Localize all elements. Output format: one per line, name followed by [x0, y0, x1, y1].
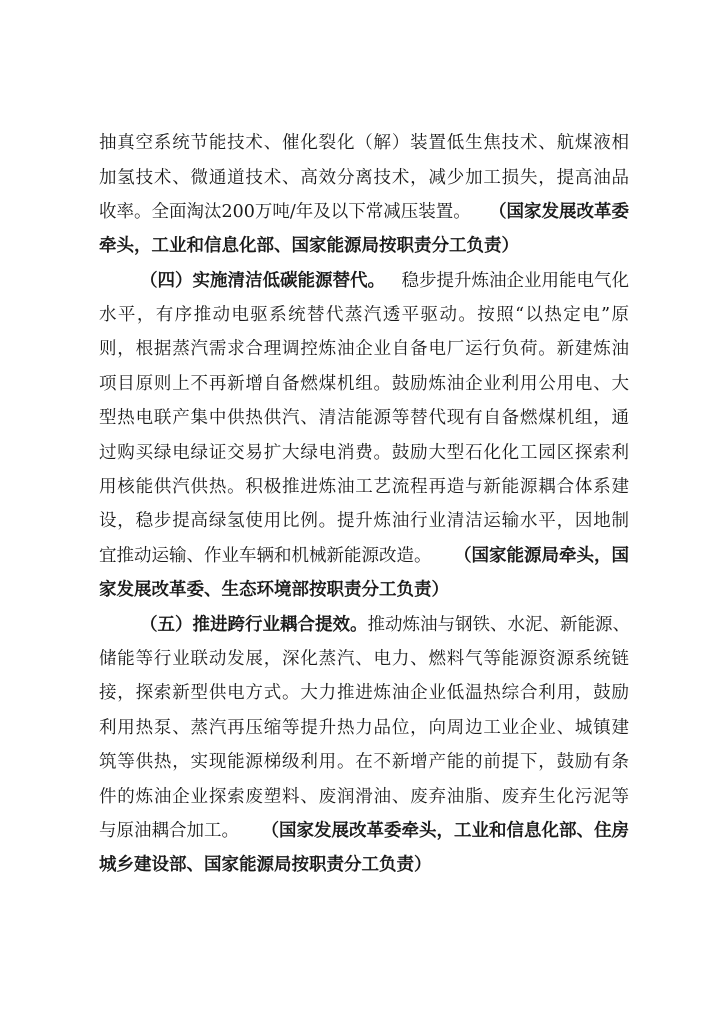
text-line: 设，稳步提高绿氢使用比例。提升炼油行业清洁运输水平，因地制 — [99, 511, 629, 531]
text-line: 加氢技术、微通道技术、高效分离技术，减少加工损失，提高油品 — [99, 168, 629, 188]
text-line: 过购买绿电绿证交易扩大绿电消费。鼓励大型石化化工园区探索利 — [99, 443, 629, 463]
text-line: 抽真空系统节能技术、催化裂化（解）装置低生焦技术、航煤液相 — [99, 133, 629, 153]
section-line — [140, 264, 629, 298]
section-line — [140, 608, 629, 642]
section-heading-4: （四）实施清洁低碳能源替代。 — [140, 271, 385, 291]
text-line-mixed — [99, 814, 629, 848]
text-segment: 收率。全面淘汰200万吨/年及以下常减压装置。 — [99, 202, 471, 222]
responsibility-note: （国家能源局牵头，国 — [454, 546, 629, 566]
responsibility-note: 家发展改革委、生态环境部按职责分工负责） — [99, 580, 449, 600]
text-line: 储能等行业联动发展，深化蒸汽、电力、燃料气等能源资源系统链 — [99, 649, 629, 669]
text-line: 筑等供热，实现能源梯级利用。在不新增产能的前提下，鼓励有条 — [99, 752, 629, 772]
text-line: 用核能供汽供热。积极推进炼油工艺流程再造与新能源耦合体系建 — [99, 477, 629, 497]
text-line: 项目原则上不再新增自备燃煤机组。鼓励炼油企业利用公用电、大 — [99, 374, 629, 394]
responsibility-note: 城乡建设部、国家能源局按职责分工负责） — [99, 855, 432, 875]
text-segment: 推动炼油与钢铁、水泥、新能源、 — [367, 615, 630, 635]
section-heading-5: （五）推进跨行业耦合提效。 — [140, 615, 368, 635]
responsibility-note: （国家发展改革委牵头，工业和信息化部、住房 — [261, 821, 629, 841]
responsibility-note: （国家发展改革委 — [489, 202, 629, 222]
text-segment: 稳步提升炼油企业用能电气化 — [401, 271, 629, 291]
text-segment: 宜推动运输、作业车辆和机械新能源改造。 — [99, 546, 432, 566]
text-segment: 与原油耦合加工。 — [99, 821, 239, 841]
text-line: 接，探索新型供电方式。大力推进炼油企业低温热综合利用，鼓励 — [99, 683, 629, 703]
text-line: 型热电联产集中供热供汽、清洁能源等替代现有自备燃煤机组，通 — [99, 408, 629, 428]
text-line: 则，根据蒸汽需求合理调控炼油企业自备电厂运行负荷。新建炼油 — [99, 339, 629, 359]
text-line: 利用热泵、蒸汽再压缩等提升热力品位，向周边工业企业、城镇建 — [99, 718, 629, 738]
responsibility-note: 牵头，工业和信息化部、国家能源局按职责分工负责） — [99, 236, 519, 256]
text-line-mixed — [99, 539, 629, 573]
text-line-mixed — [99, 195, 629, 229]
text-line: 水平，有序推动电驱系统替代蒸汽透平驱动。按照“以热定电”原 — [99, 305, 629, 325]
text-line: 件的炼油企业探索废塑料、废润滑油、废弃油脂、废弃生化污泥等 — [99, 787, 629, 807]
